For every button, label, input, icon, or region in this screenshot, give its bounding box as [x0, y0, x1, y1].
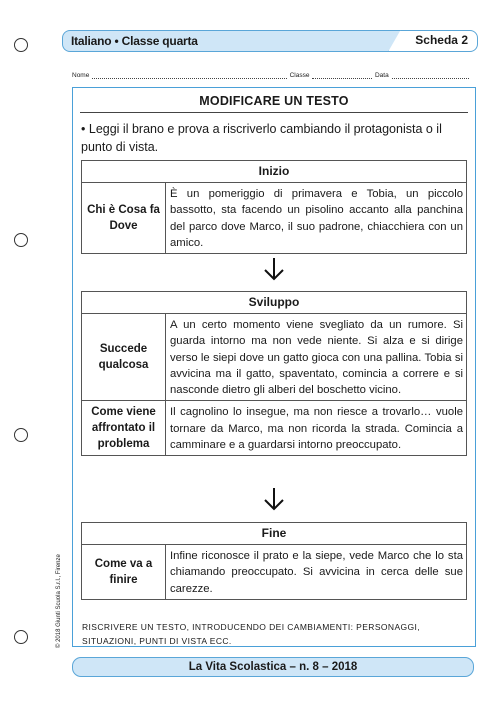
- table-row: [82, 545, 466, 599]
- row-label: Come va a finire: [82, 545, 166, 599]
- bullet-icon: •: [81, 122, 86, 136]
- subject-label: Italiano • Classe quarta: [71, 34, 198, 48]
- subject-band: [62, 30, 402, 52]
- arrow-down-icon: [263, 256, 285, 282]
- section-fine: [81, 522, 467, 600]
- section-inizio: [81, 160, 467, 254]
- footer-note: RISCRIVERE UN TESTO, INTRODUCENDO DEI CAMBIAMENTI: PERSONAGGI, SITUAZIONI, PUNTI DI VISTA ECC.: [82, 622, 421, 646]
- magazine-footer: La Vita Scolastica – n. 8 – 2018: [72, 657, 474, 677]
- section-sviluppo: [81, 291, 467, 456]
- table-row: [82, 400, 466, 455]
- sheet-label: Scheda 2: [415, 33, 468, 47]
- header-banner: [62, 30, 478, 52]
- exercise-frame: [72, 87, 476, 647]
- class-field[interactable]: [312, 73, 371, 79]
- binder-hole-icon: [14, 630, 28, 644]
- table-row: [82, 314, 466, 400]
- table-row: [82, 183, 466, 253]
- section-heading: Sviluppo: [82, 292, 466, 314]
- date-label: Data: [374, 72, 389, 79]
- name-field[interactable]: [92, 73, 286, 79]
- copyright-text: © 2018 Giunti Scuola S.r.l., Firenze: [56, 554, 62, 648]
- binder-hole-icon: [14, 38, 28, 52]
- instruction: [81, 120, 467, 156]
- row-text: A un certo momento viene svegliato da un rumore. Si guarda intorno ma non vede niente. Si alza e si dirige verso le siepi dove un gatto gioca con una pallina. Tobia si avvicina ma il gatto, spaventato, comincia a correre e si nasconde dietro gli alberi del boschetto vicino.: [170, 319, 463, 397]
- section-heading: Fine: [82, 523, 466, 545]
- name-label: Nome: [72, 72, 90, 79]
- binder-hole-icon: [14, 233, 28, 247]
- row-text: Infine riconosce il prato e la siepe, vede Marco che lo sta chiamando preoccupato. Si avvicina in cerca delle sue carezze.: [170, 550, 463, 595]
- row-label: Come viene affrontato il problema: [82, 401, 166, 455]
- row-text: È un pomeriggio di primavera e Tobia, un piccolo bassotto, sta facendo un pisolino accanto alla panchina del parco dove Marco, il suo padrone, chiacchiera con un amico.: [170, 188, 463, 249]
- row-text: Il cagnolino lo insegue, ma non riesce a trovarlo… vuole tornare da Marco, ma non ricorda la strada. Comincia a camminare e a guardarsi intorno preoccupato.: [170, 406, 463, 452]
- binder-hole-icon: [14, 428, 28, 442]
- arrow-down-icon: [263, 486, 285, 512]
- page-title: MODIFICARE UN TESTO: [199, 94, 349, 108]
- instruction-text: Leggi il brano e prova a riscriverlo cambiando il protagonista o il punto di vista.: [81, 122, 442, 154]
- title-divider: [80, 112, 468, 113]
- row-label: Succede qualcosa: [82, 314, 166, 400]
- section-heading: Inizio: [82, 161, 466, 183]
- class-label: Classe: [289, 72, 310, 79]
- student-info-line: [72, 67, 472, 79]
- date-field[interactable]: [392, 73, 469, 79]
- row-label: Chi è Cosa fa Dove: [82, 183, 166, 253]
